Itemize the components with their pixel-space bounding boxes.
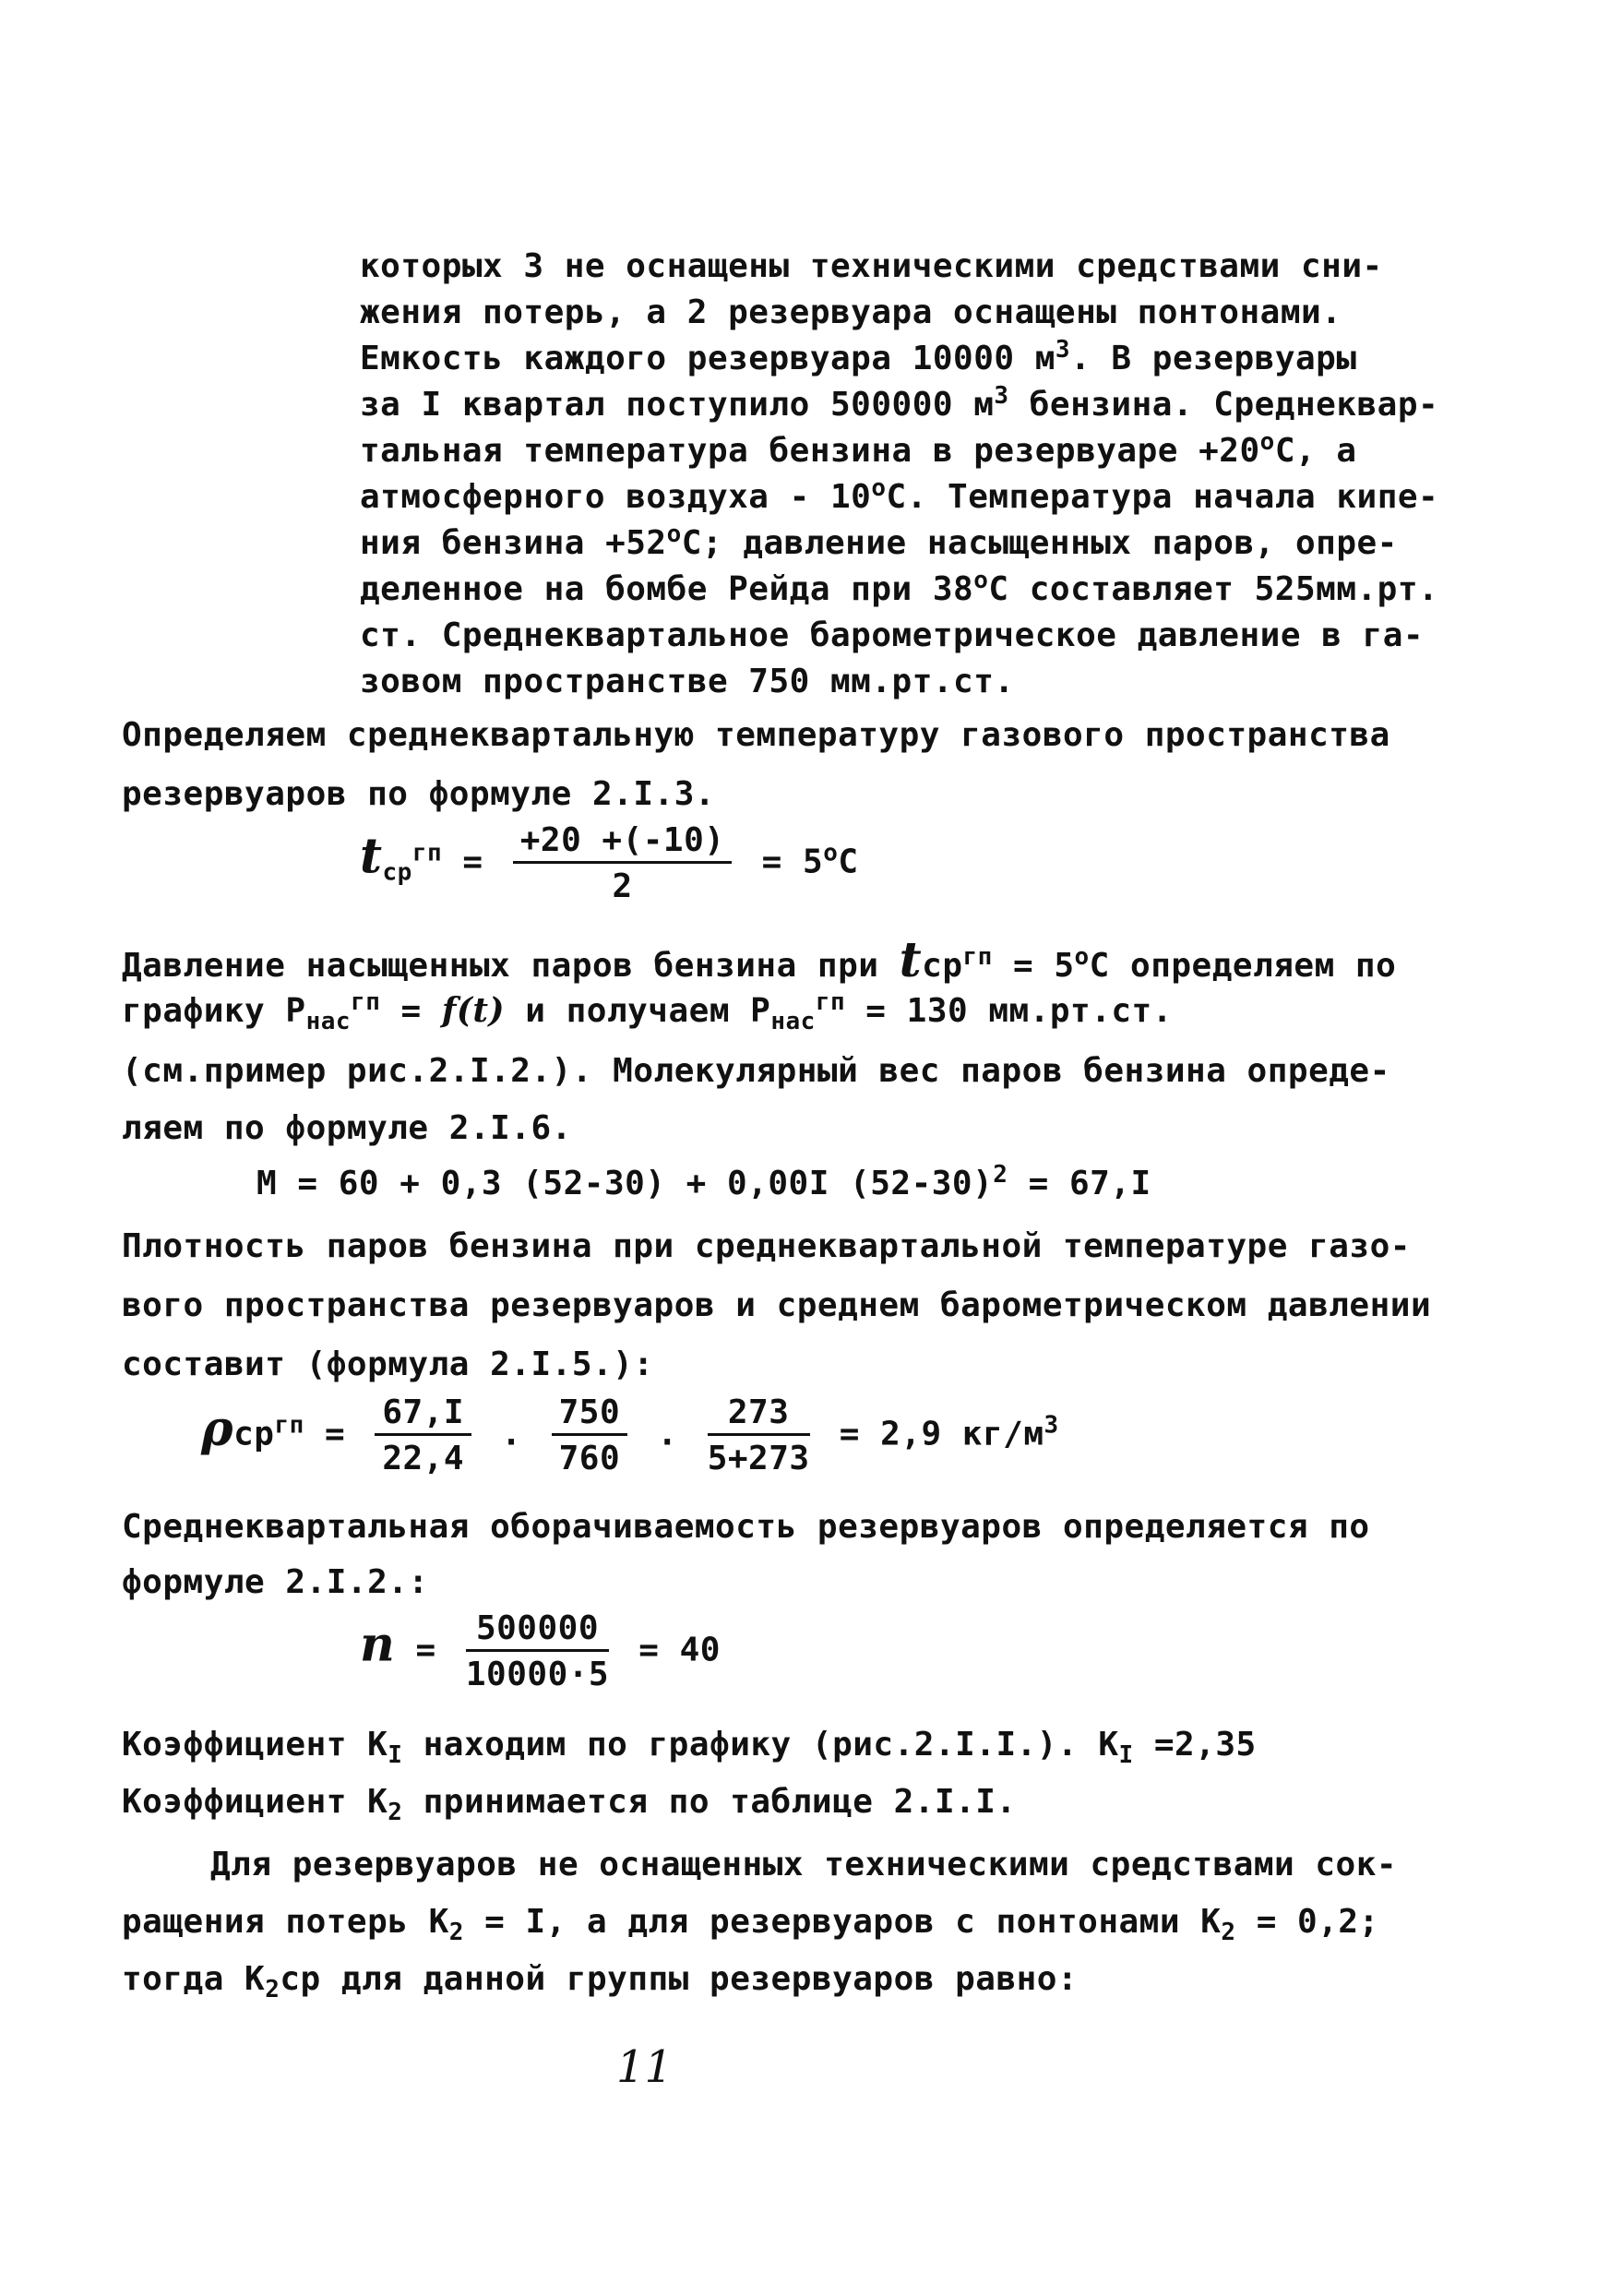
text-line: тальная температура бензина в резервуаре $+20^oC$, а xyxy=(360,428,1357,470)
page-number: 11 xyxy=(616,2041,674,2093)
text-line: Плотность паров бензина при среднеквартальной температуре газо- xyxy=(122,1227,1411,1265)
text-line: деленное на бомбе Рейда при 38$^o$C составляет 525мм.рт. xyxy=(360,567,1439,608)
text-line: Для резервуаров не оснащенных техническими средствами сок- xyxy=(210,1846,1398,1883)
text-line: Коэффициент $K_2$ принимается по таблице 2.I.I. xyxy=(122,1783,1017,1827)
text-line: жения потерь, а 2 резервуара оснащены понтонами. xyxy=(360,293,1342,331)
text-line: Емкость каждого резервуара 10000 $м^3$. В резервуары xyxy=(360,336,1357,377)
text-line: графику $P_{нас}^{гп} = f(t)$ и получаем $P_{нас}^{гп} = 130$ мм.рт.ст. xyxy=(122,988,1173,1036)
text-line: Определяем среднеквартальную температуру газового пространства xyxy=(122,716,1390,754)
text-line: Коэффициент $K_I$ находим по графику (рис.2.I.I.). $K_I =2,35$ xyxy=(122,1726,1257,1770)
formula-tcp: $t_{ср}^{гп}$ = $\frac{+20 +(-10)}{2}$ = $5^oC$ xyxy=(360,821,859,905)
text-line: ляем по формуле 2.I.6. xyxy=(122,1109,572,1147)
text-line: ращения потерь $K_2 = I$, а для резервуаров с понтонами $K_2 = 0,2$; xyxy=(122,1903,1379,1947)
text-line: формуле 2.I.2.: xyxy=(122,1563,429,1601)
text-line: Среднеквартальная оборачиваемость резервуаров определяется по xyxy=(122,1508,1370,1546)
text-line: которых 3 не оснащены техническими средствами сни- xyxy=(360,247,1383,285)
text-line: зовом пространстве 750 мм.рт.ст. xyxy=(360,663,1015,700)
text-line: атмосферного воздуха - 10$^o$C. Температура начала кипе- xyxy=(360,474,1439,516)
text-line: вого пространства резервуаров и среднем барометрическом давлении xyxy=(122,1286,1432,1324)
text-line: за I квартал поступило 500000 $м^3$ бензина. Среднеквар- xyxy=(360,382,1439,424)
text-line: резервуаров по формуле 2.I.3. xyxy=(122,775,716,813)
text-line: ст. Среднеквартальное барометрическое давление в га- xyxy=(360,616,1425,654)
text-line: ния бензина $+52^oC$; давление насыщенных паров, опре- xyxy=(360,520,1398,562)
text-line: тогда $K_2ср$ для данной группы резервуаров равно: xyxy=(122,1960,1079,2004)
formula-turnover: n = $\frac{500000}{10000\cdot 5}$ = 40 xyxy=(360,1609,721,1693)
text-line: (см.пример рис.2.I.2.). Молекулярный вес паров бензина опреде- xyxy=(122,1052,1390,1090)
text-line: Давление насыщенных паров бензина при $tср^{гп} = 5^oC$ определяем по xyxy=(122,932,1397,988)
formula-density: ρср$^{гп}$ = $\frac{67,I}{22,4}$ . $\frac{750}{760}$ . $\frac{273}{5+273}$ = 2,9 $кг/м^3$ xyxy=(201,1393,1059,1477)
text-line: составит (формула 2.I.5.): xyxy=(122,1345,654,1383)
formula-molecular-weight: M = 60 + 0,3 (52-30) + 0,00I $(52-30)^2 = 67,I$ xyxy=(256,1161,1151,1202)
